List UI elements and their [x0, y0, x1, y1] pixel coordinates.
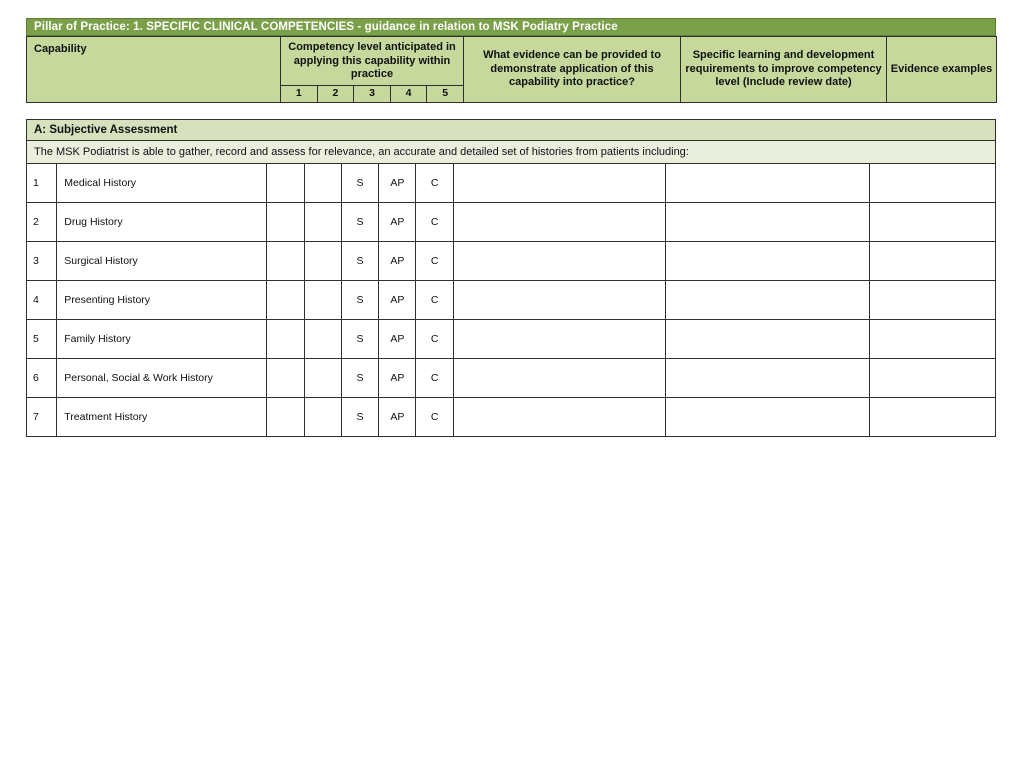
row-examples[interactable]	[869, 319, 995, 358]
row-level-3[interactable]: S	[341, 163, 378, 202]
row-learning[interactable]	[665, 241, 869, 280]
header-competency-level-group	[281, 37, 464, 103]
row-level-1[interactable]	[267, 397, 304, 436]
header-level-3: 3	[354, 86, 391, 102]
row-evidence[interactable]	[453, 397, 665, 436]
row-level-4[interactable]: AP	[379, 280, 416, 319]
row-level-5[interactable]: C	[416, 280, 453, 319]
section-heading-row	[27, 119, 996, 140]
row-level-4[interactable]: AP	[379, 397, 416, 436]
row-level-2[interactable]	[304, 280, 341, 319]
row-examples[interactable]	[869, 241, 995, 280]
row-number: 6	[27, 358, 57, 397]
row-level-4[interactable]: AP	[379, 163, 416, 202]
header-level-5: 5	[442, 86, 449, 99]
table-row	[27, 202, 996, 241]
table-row	[27, 397, 996, 436]
row-capability: Treatment History	[57, 397, 267, 436]
row-level-1[interactable]	[267, 163, 304, 202]
row-capability: Medical History	[57, 163, 267, 202]
row-evidence[interactable]	[453, 280, 665, 319]
competency-framework-sheet	[26, 18, 996, 437]
header-competency-level-label: Competency level anticipated in applying this capability within practice	[281, 37, 463, 86]
row-examples[interactable]	[869, 163, 995, 202]
row-learning[interactable]	[665, 202, 869, 241]
row-capability: Personal, Social & Work History	[57, 358, 267, 397]
row-examples[interactable]	[869, 202, 995, 241]
row-evidence[interactable]	[453, 241, 665, 280]
row-number: 1	[27, 163, 57, 202]
row-evidence[interactable]	[453, 202, 665, 241]
table-row	[27, 319, 996, 358]
header-level-2: 2	[318, 86, 355, 102]
row-level-3[interactable]: S	[341, 280, 378, 319]
row-level-3[interactable]: S	[341, 319, 378, 358]
table-row	[27, 163, 996, 202]
row-level-2[interactable]	[304, 358, 341, 397]
header-learning-requirements: Specific learning and development requirements to improve competency level (Include review date)	[681, 37, 887, 103]
row-evidence[interactable]	[453, 163, 665, 202]
row-learning[interactable]	[665, 397, 869, 436]
header-evidence-examples: Evidence examples	[887, 37, 997, 103]
row-level-1[interactable]	[267, 241, 304, 280]
row-level-1[interactable]	[267, 280, 304, 319]
row-evidence[interactable]	[453, 319, 665, 358]
row-level-5[interactable]: C	[416, 319, 453, 358]
row-level-4[interactable]: AP	[379, 358, 416, 397]
row-level-1[interactable]	[267, 319, 304, 358]
row-level-5[interactable]: C	[416, 397, 453, 436]
column-header-table	[26, 36, 997, 103]
row-number: 7	[27, 397, 57, 436]
row-level-3[interactable]: S	[341, 397, 378, 436]
row-number: 3	[27, 241, 57, 280]
row-level-4[interactable]: AP	[379, 319, 416, 358]
row-capability: Drug History	[57, 202, 267, 241]
section-description: The MSK Podiatrist is able to gather, record and assess for relevance, an accurate and detailed set of histories from patients including:	[27, 140, 996, 163]
table-row	[27, 241, 996, 280]
row-capability: Presenting History	[57, 280, 267, 319]
row-number: 5	[27, 319, 57, 358]
capability-table	[26, 119, 996, 437]
header-body-gap	[26, 103, 996, 119]
row-level-5[interactable]: C	[416, 241, 453, 280]
row-level-3[interactable]: S	[341, 358, 378, 397]
row-level-4[interactable]: AP	[379, 202, 416, 241]
row-level-2[interactable]	[304, 397, 341, 436]
header-level-1: 1	[281, 86, 318, 102]
row-level-1[interactable]	[267, 202, 304, 241]
header-capability: Capability	[27, 37, 281, 103]
row-learning[interactable]	[665, 358, 869, 397]
row-level-2[interactable]	[304, 319, 341, 358]
row-level-3[interactable]: S	[341, 241, 378, 280]
pillar-of-practice-title: Pillar of Practice: 1. SPECIFIC CLINICAL COMPETENCIES - guidance in relation to MSK Podiatry Practice	[26, 18, 996, 36]
header-row	[27, 37, 997, 103]
row-learning[interactable]	[665, 280, 869, 319]
header-competency-level-numbers	[281, 86, 463, 102]
row-level-5[interactable]: C	[416, 163, 453, 202]
section-heading: A: Subjective Assessment	[27, 119, 996, 140]
row-level-3[interactable]: S	[341, 202, 378, 241]
row-examples[interactable]	[869, 397, 995, 436]
row-level-2[interactable]	[304, 241, 341, 280]
table-row	[27, 358, 996, 397]
row-examples[interactable]	[869, 280, 995, 319]
row-level-1[interactable]	[267, 358, 304, 397]
row-capability: Surgical History	[57, 241, 267, 280]
row-learning[interactable]	[665, 319, 869, 358]
row-evidence[interactable]	[453, 358, 665, 397]
table-row	[27, 280, 996, 319]
row-level-4[interactable]: AP	[379, 241, 416, 280]
section-description-row	[27, 140, 996, 163]
row-number: 2	[27, 202, 57, 241]
header-evidence-question: What evidence can be provided to demonstrate application of this capability into practice?	[464, 37, 681, 103]
row-level-2[interactable]	[304, 202, 341, 241]
row-capability: Family History	[57, 319, 267, 358]
row-level-5[interactable]: C	[416, 358, 453, 397]
row-number: 4	[27, 280, 57, 319]
row-level-5[interactable]: C	[416, 202, 453, 241]
row-learning[interactable]	[665, 163, 869, 202]
row-level-2[interactable]	[304, 163, 341, 202]
row-examples[interactable]	[869, 358, 995, 397]
header-level-4: 4	[391, 86, 428, 102]
